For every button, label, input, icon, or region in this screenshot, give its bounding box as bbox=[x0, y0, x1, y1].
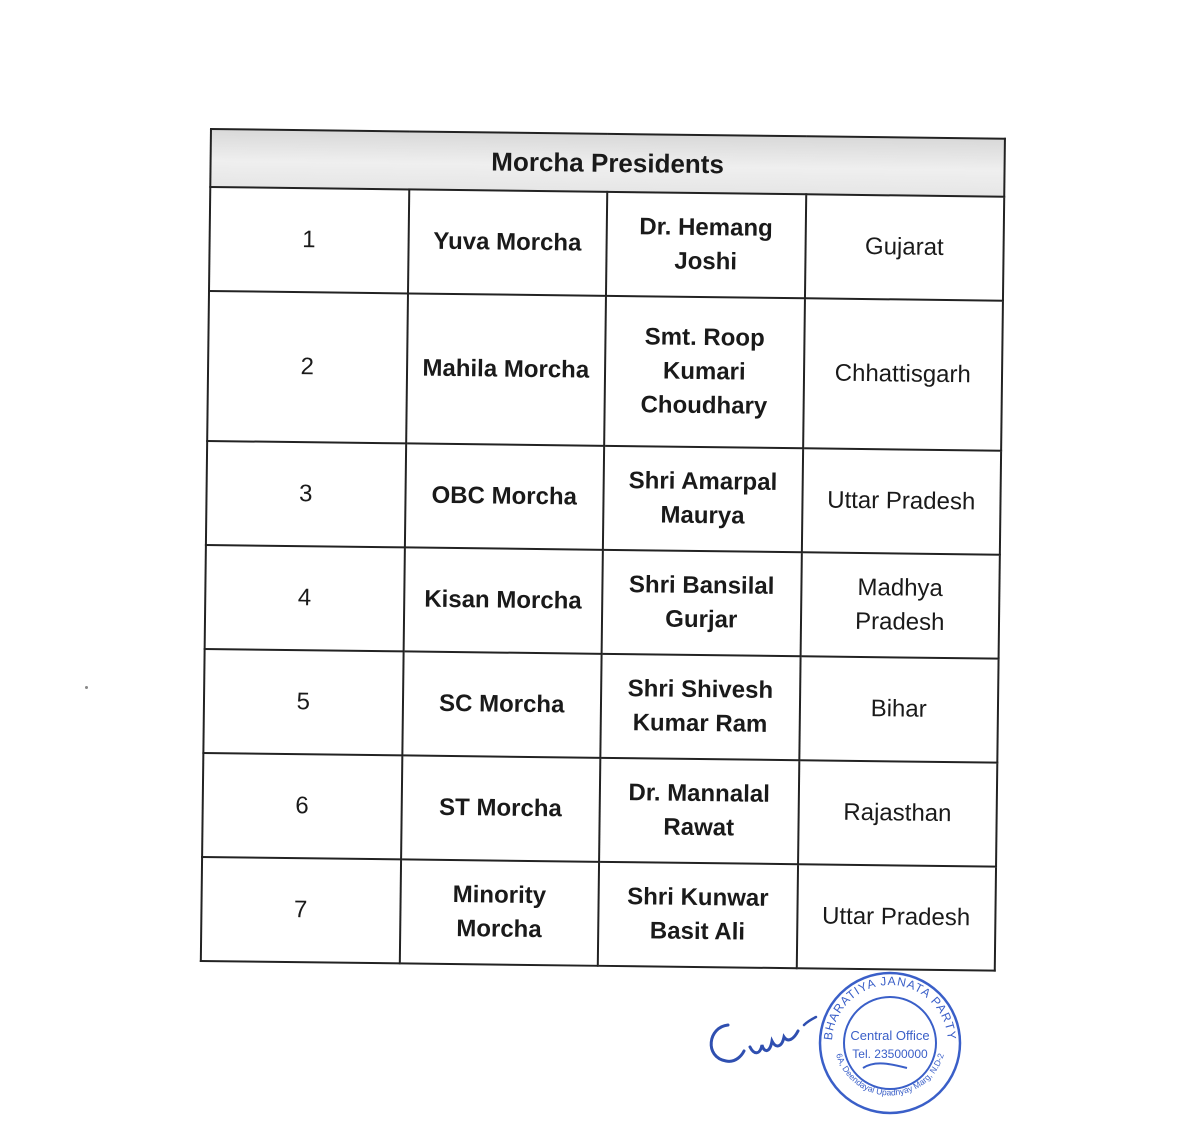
row-number: 7 bbox=[201, 857, 401, 964]
row-number: 3 bbox=[206, 441, 406, 547]
row-number: 1 bbox=[209, 187, 409, 293]
table-title: Morcha Presidents bbox=[210, 129, 1005, 197]
table-body bbox=[201, 187, 1004, 971]
president-name: Dr. Mannalal Rawat bbox=[599, 758, 799, 864]
table-row bbox=[209, 187, 1004, 301]
stamp-center-line2: Tel. 23500000 bbox=[852, 1047, 928, 1061]
president-name: Shri Bansilal Gurjar bbox=[602, 549, 802, 655]
table-container bbox=[200, 128, 1006, 972]
state-name: Rajasthan bbox=[798, 760, 998, 866]
state-name: Chhattisgarh bbox=[803, 298, 1003, 450]
scan-speck bbox=[85, 686, 88, 689]
table-row bbox=[205, 545, 1000, 659]
president-name: Smt. Roop Kumari Choudhary bbox=[604, 296, 804, 448]
president-name: Shri Shivesh Kumar Ram bbox=[600, 654, 800, 760]
state-name: Madhya Pradesh bbox=[800, 552, 1000, 658]
table-header-row bbox=[210, 129, 1005, 197]
state-name: Uttar Pradesh bbox=[796, 864, 996, 971]
row-number: 4 bbox=[205, 545, 405, 651]
state-name: Uttar Pradesh bbox=[801, 448, 1001, 554]
row-number: 5 bbox=[203, 649, 403, 755]
row-number: 2 bbox=[207, 291, 407, 443]
morcha-name: Mahila Morcha bbox=[406, 294, 606, 446]
stamp-address-text: 6A, Deendayal Upadhyay Marg, N.D-2 bbox=[834, 1052, 946, 1098]
morcha-presidents-table bbox=[200, 128, 1006, 972]
table-row bbox=[206, 441, 1001, 555]
morcha-name: Kisan Morcha bbox=[403, 547, 603, 653]
state-name: Bihar bbox=[799, 656, 999, 762]
morcha-name: Minority Morcha bbox=[399, 859, 599, 966]
party-seal-stamp bbox=[815, 968, 965, 1118]
president-name: Dr. Hemang Joshi bbox=[606, 192, 806, 298]
president-name: Shri Amarpal Maurya bbox=[603, 445, 803, 551]
state-name: Gujarat bbox=[804, 194, 1004, 300]
table-row bbox=[203, 649, 998, 763]
row-number: 6 bbox=[202, 753, 402, 859]
morcha-name: SC Morcha bbox=[402, 651, 602, 757]
table-row bbox=[207, 291, 1003, 450]
morcha-name: Yuva Morcha bbox=[407, 189, 607, 295]
stamp-lotus-mark bbox=[863, 1063, 907, 1068]
stamp-center-line1: Central Office bbox=[850, 1028, 930, 1043]
president-name: Shri Kunwar Basit Ali bbox=[598, 862, 798, 969]
morcha-name: OBC Morcha bbox=[404, 443, 604, 549]
morcha-name: ST Morcha bbox=[401, 755, 601, 861]
stamp-ring-text: BHARATIYA JANATA PARTY bbox=[820, 973, 960, 1041]
table-row bbox=[202, 753, 997, 867]
table-row bbox=[201, 857, 996, 971]
